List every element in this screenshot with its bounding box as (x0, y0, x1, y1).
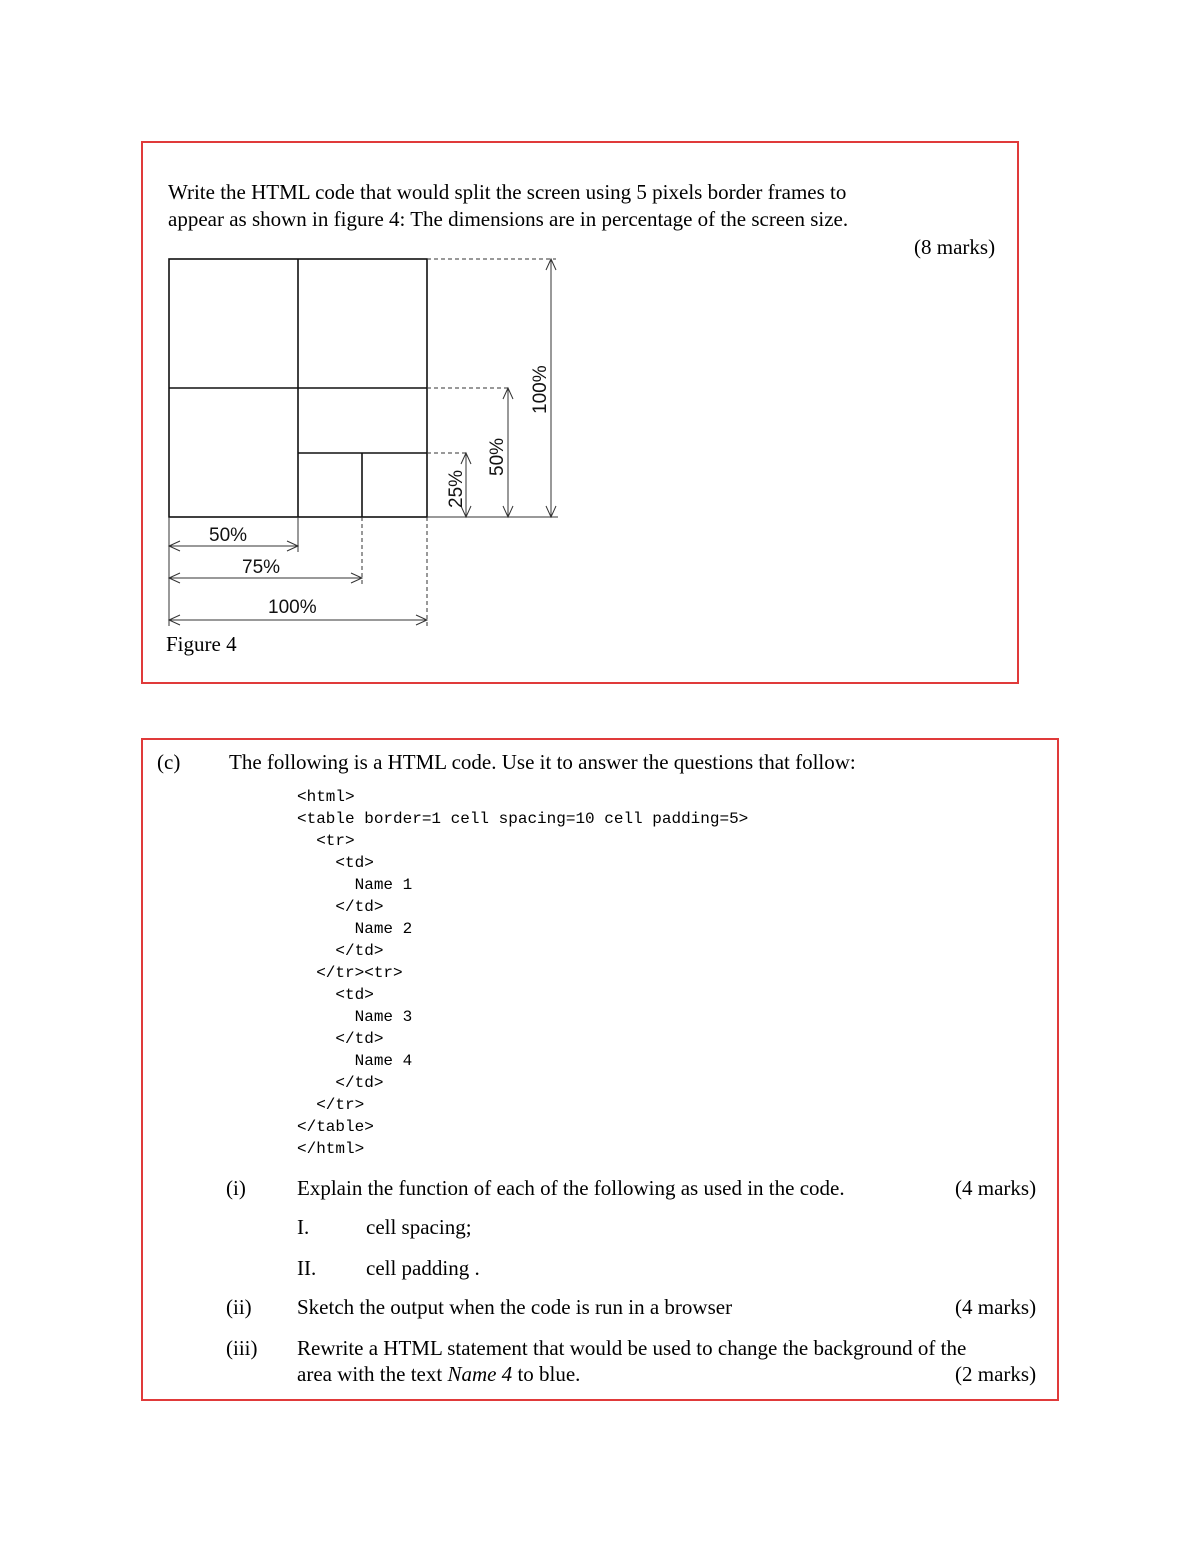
part-i-marks: (4 marks) (955, 1176, 1037, 1200)
label-v100: 100% (530, 365, 551, 414)
code-line: <table border=1 cell spacing=10 cell padding=5> (297, 810, 749, 828)
name-4-emphasis: Name 4 (447, 1362, 513, 1386)
part-iii-text-line-2: area with the text Name 4 to blue. (297, 1362, 581, 1386)
code-line: <tr> (297, 832, 355, 850)
code-line: Name 4 (297, 1052, 413, 1070)
question-c-label: (c) (157, 750, 181, 774)
code-line: </tr><tr> (297, 964, 403, 982)
code-line: </table> (297, 1118, 374, 1136)
code-line: </td> (297, 1074, 384, 1092)
part-iii-number: (iii) (226, 1336, 258, 1360)
figure-caption: Figure 4 (166, 632, 237, 656)
part-ii-number: (ii) (226, 1295, 252, 1319)
code-line: Name 1 (297, 876, 413, 894)
part-iii-text-line-1: Rewrite a HTML statement that would be used to change the background of the (297, 1336, 967, 1360)
label-h50: 50% (209, 525, 248, 546)
code-line: <td> (297, 854, 374, 872)
label-v50: 50% (487, 437, 508, 476)
part-ii-text: Sketch the output when the code is run in a browser (297, 1295, 733, 1319)
code-line: </tr> (297, 1096, 365, 1114)
frames-diagram (0, 0, 1200, 700)
code-line: </td> (297, 898, 384, 916)
part-i-number: (i) (226, 1176, 246, 1200)
sub-item-I-text: cell spacing; (366, 1215, 472, 1239)
code-line: <td> (297, 986, 374, 1004)
question-b-line-1: Write the HTML code that would split the screen using 5 pixels border frames to (168, 180, 847, 204)
code-line: Name 2 (297, 920, 413, 938)
label-h100: 100% (268, 597, 317, 618)
code-line: Name 3 (297, 1008, 413, 1026)
question-c-intro: The following is a HTML code. Use it to answer the questions that follow: (229, 750, 856, 774)
sub-item-II-text: cell padding . (366, 1256, 480, 1280)
part-ii-marks: (4 marks) (955, 1295, 1037, 1319)
code-line: </td> (297, 1030, 384, 1048)
label-v25: 25% (446, 469, 467, 508)
label-h75: 75% (242, 557, 281, 578)
part-iii-marks: (2 marks) (955, 1362, 1037, 1386)
code-line: </html> (297, 1140, 365, 1158)
sub-item-I-number: I. (297, 1215, 310, 1239)
question-b-line-2: appear as shown in figure 4: The dimensions are in percentage of the screen size. (168, 207, 849, 231)
question-b-marks: (8 marks) (914, 235, 996, 259)
sub-item-II-number: II. (297, 1256, 317, 1280)
code-line: <html> (297, 788, 355, 806)
code-line: </td> (297, 942, 384, 960)
part-i-text: Explain the function of each of the following as used in the code. (297, 1176, 845, 1200)
